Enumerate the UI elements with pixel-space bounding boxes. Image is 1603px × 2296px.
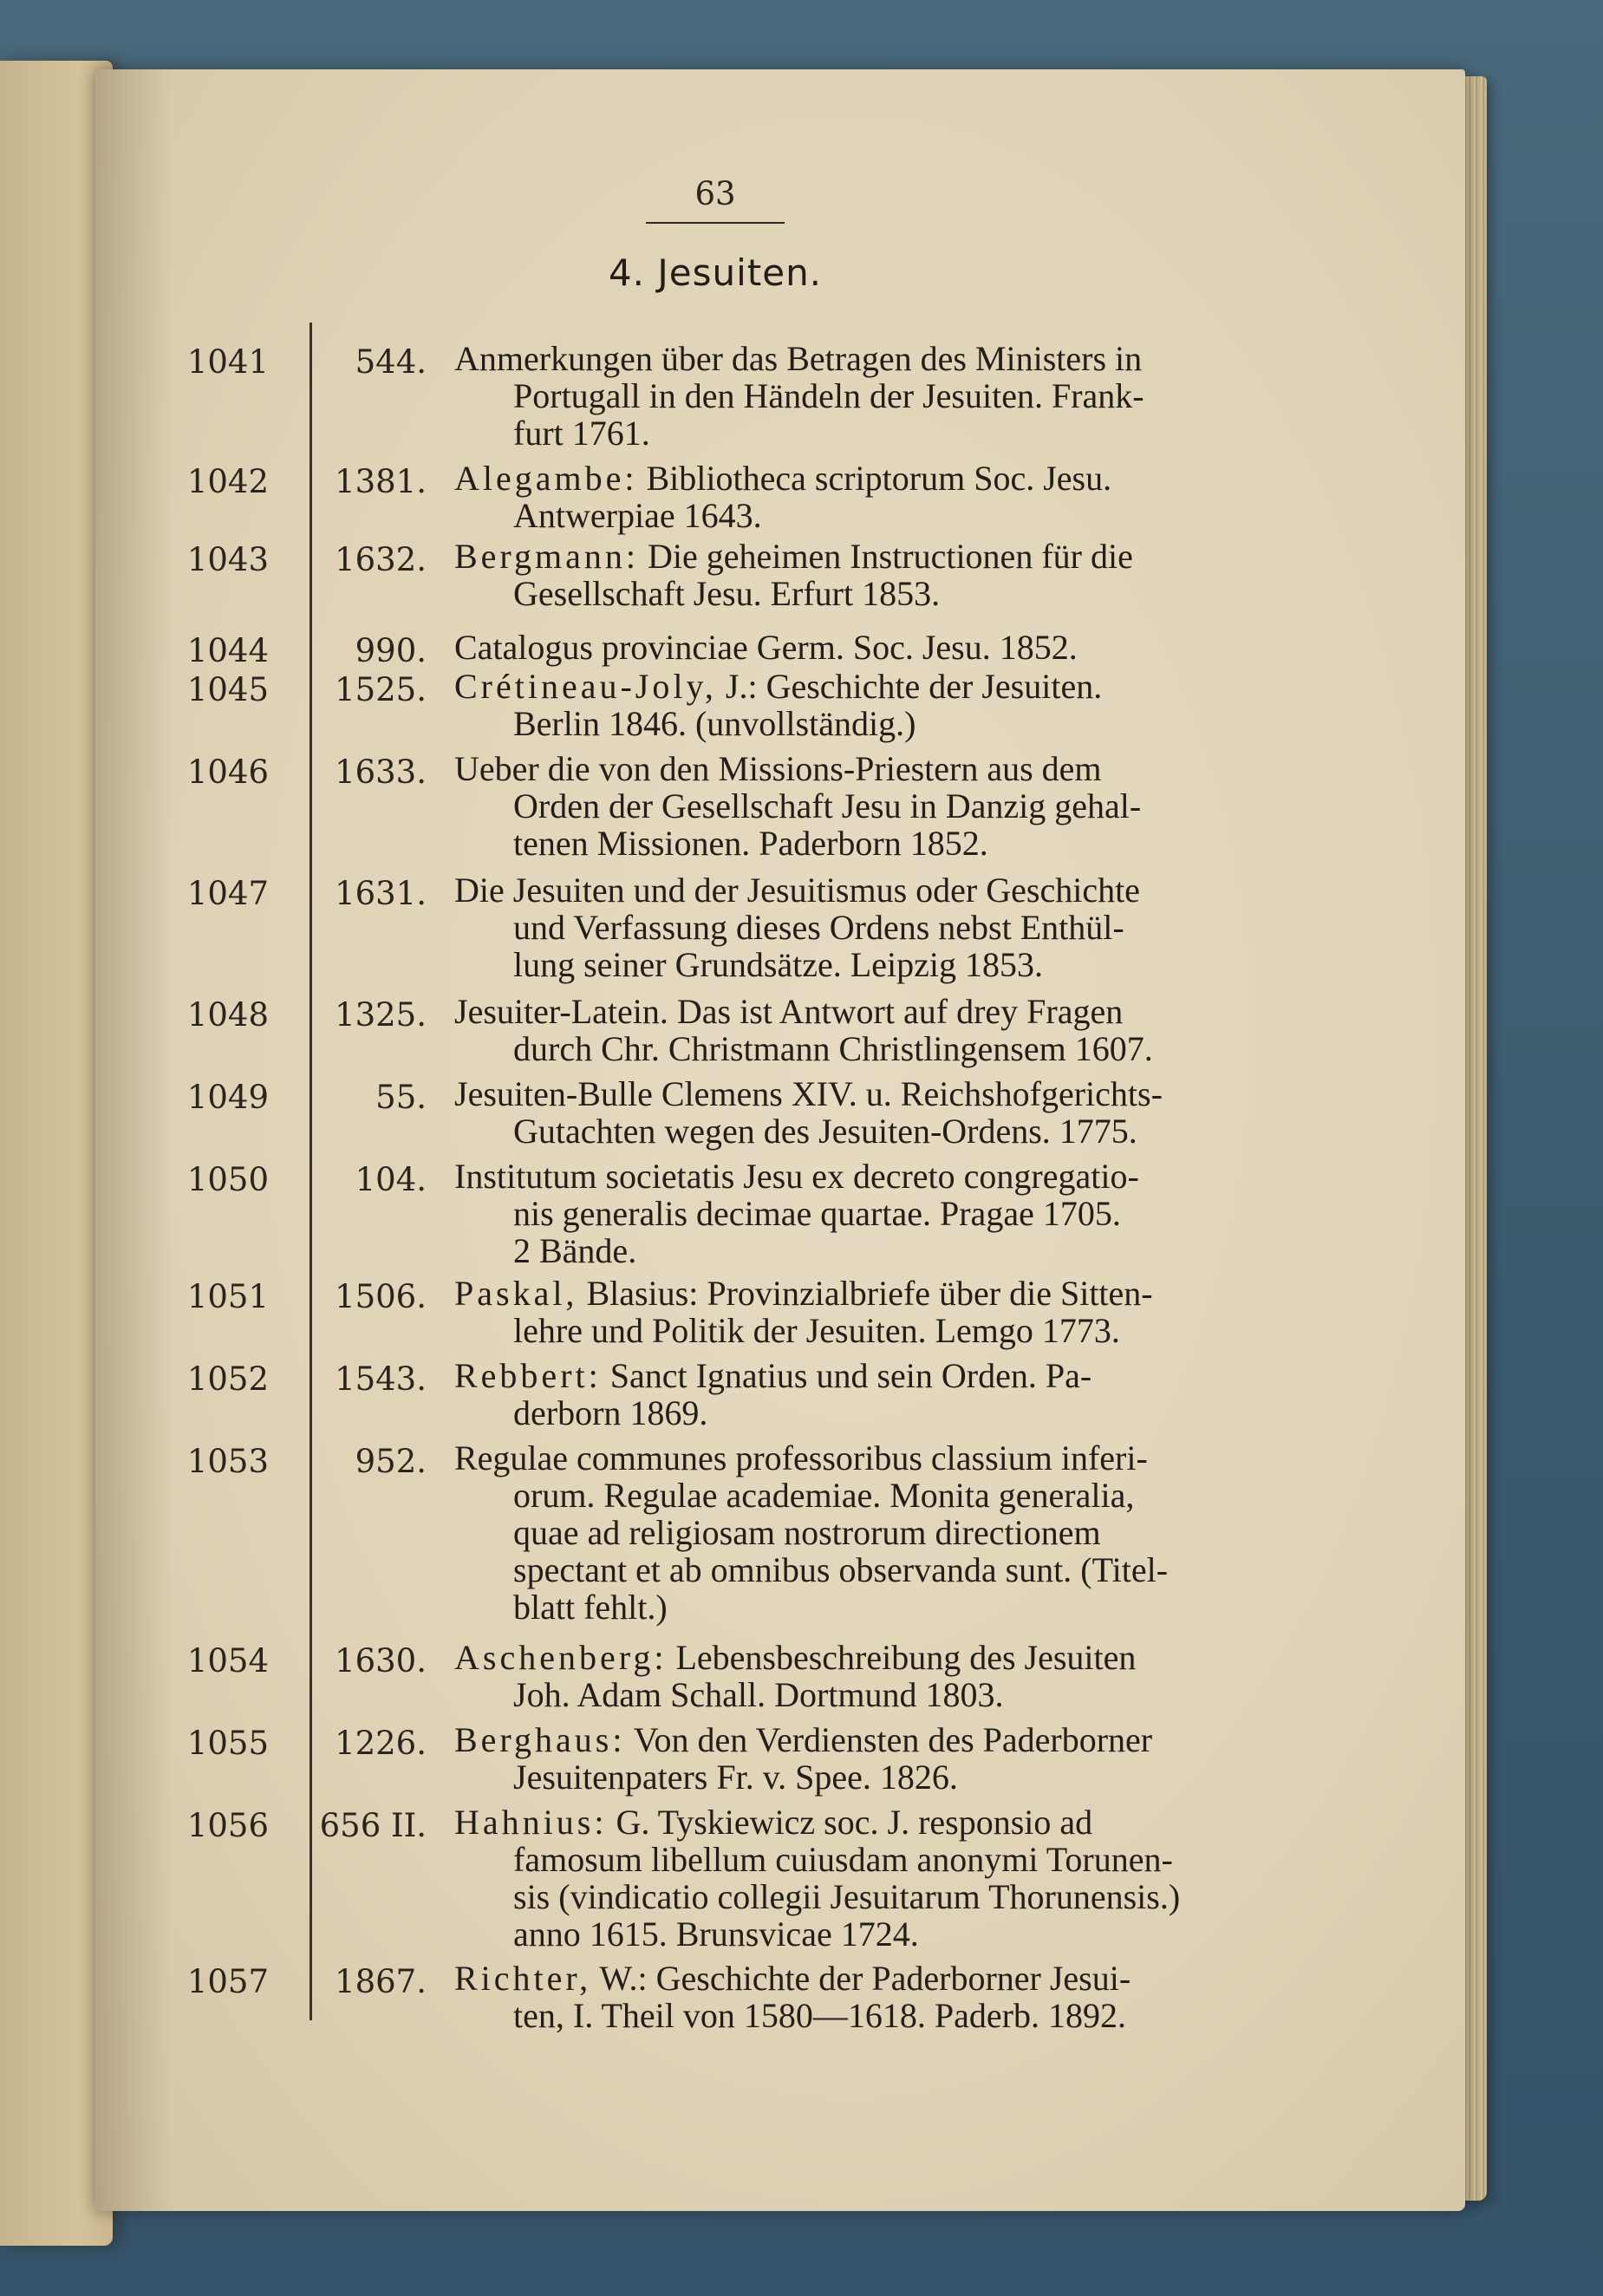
- reference-number: 1633.: [335, 753, 427, 791]
- entry-text: Die geheimen Instructionen für die: [639, 537, 1133, 576]
- entry-text: Blasius: Provinzialbriefe über die Sitten-: [577, 1274, 1153, 1313]
- page-number: 63: [694, 175, 736, 212]
- catalog-number: 1049: [186, 1079, 269, 1116]
- gutter-shadow: [95, 69, 173, 2211]
- catalog-number: 1047: [186, 875, 269, 912]
- entry-text-line: [454, 1357, 1091, 1394]
- reference-number: 104.: [355, 1161, 427, 1198]
- entry-text: derborn 1869.: [513, 1393, 708, 1432]
- section-title: 4. Jesuiten.: [608, 251, 823, 294]
- entry-text-line: [454, 668, 1102, 705]
- entry-text: quae ad religiosam nostrorum directionem: [513, 1513, 1101, 1552]
- entry-text-line: [454, 460, 1111, 497]
- entry-text: Gesellschaft Jesu. Erfurt 1853.: [513, 574, 941, 613]
- entry-text-line: [513, 1997, 1126, 2034]
- catalog-number: 1042: [186, 463, 269, 500]
- entry-text: furt 1761.: [513, 414, 650, 453]
- entry-text: Ueber die von den Missions-Priestern aus dem: [454, 749, 1102, 788]
- entry-text-line: [513, 1676, 1004, 1713]
- entry-text: lung seiner Grundsätze. Leipzig 1853.: [513, 945, 1043, 984]
- entry-text: und Verfassung dieses Ordens nebst Enthül-: [513, 908, 1124, 947]
- entry-text-line: [513, 825, 988, 862]
- entry-text: sis (vindicatio collegii Jesuitarum Thorunensis.): [513, 1877, 1181, 1916]
- entry-author: Hahnius:: [454, 1803, 608, 1842]
- entry-text-line: [513, 909, 1124, 946]
- entry-text-line: [513, 1758, 958, 1796]
- entry-author: Berghaus:: [454, 1720, 626, 1759]
- entry-text-line: [513, 1394, 707, 1432]
- entry-author: Alegambe:: [454, 459, 638, 498]
- entry-text: Joh. Adam Schall. Dortmund 1803.: [513, 1675, 1004, 1714]
- catalog-number: 1056: [186, 1807, 269, 1844]
- catalog-number: 1055: [186, 1725, 269, 1762]
- entry-text: Lebensbeschreibung des Jesuiten: [667, 1638, 1137, 1677]
- entry-text: blatt fehlt.): [513, 1588, 668, 1627]
- reference-number: 1325.: [335, 996, 427, 1034]
- entry-text: anno 1615. Brunsvicae 1724.: [513, 1914, 919, 1954]
- entry-text: Sanct Ignatius und sein Orden. Pa-: [601, 1356, 1092, 1395]
- entry-text-line: [513, 705, 916, 742]
- entry-author: Bergmann:: [454, 537, 640, 576]
- entry-text-line: [454, 1439, 1148, 1477]
- entry-author: Richter,: [454, 1959, 592, 1998]
- entry-text-line: [454, 1158, 1139, 1195]
- reference-number: 1226.: [335, 1725, 427, 1762]
- entry-text-line: [454, 1639, 1136, 1676]
- entry-text-line: [513, 1915, 919, 1953]
- reference-number: 1381.: [335, 463, 427, 500]
- entry-text: Regulae communes professoribus classium inferi-: [454, 1438, 1148, 1477]
- entry-text-line: [454, 1075, 1163, 1112]
- entry-text-line: [454, 1721, 1152, 1758]
- entry-text-line: [513, 497, 762, 534]
- entry-text: Jesuiten-Bulle Clemens XIV. u. Reichshofgerichts-: [454, 1074, 1163, 1113]
- entry-author: Crétineau-Joly,: [454, 667, 717, 706]
- entry-text: Orden der Gesellschaft Jesu in Danzig gehal-: [513, 786, 1142, 825]
- catalog-number: 1054: [186, 1642, 269, 1680]
- entry-text: J.: Geschichte der Jesuiten.: [716, 667, 1103, 706]
- catalog-number: 1052: [186, 1360, 269, 1398]
- entry-author: Paskal,: [454, 1274, 578, 1313]
- entry-text: Gutachten wegen des Jesuiten-Ordens. 1775.: [513, 1112, 1137, 1151]
- entry-text: spectant et ab omnibus observanda sunt. (Titel-: [513, 1550, 1169, 1589]
- catalog-number: 1050: [186, 1161, 269, 1198]
- reference-number: 544.: [355, 343, 427, 381]
- entry-author: Aschenberg:: [454, 1638, 668, 1677]
- reference-number: 990.: [355, 632, 427, 669]
- entry-text: Berlin 1846. (unvollständig.): [513, 704, 916, 743]
- entry-text: Portugall in den Händeln der Jesuiten. Frank-: [513, 376, 1144, 415]
- entry-text: Die Jesuiten und der Jesuitismus oder Geschichte: [454, 871, 1140, 910]
- reference-number: 1867.: [335, 1963, 427, 2000]
- catalog-number: 1051: [186, 1278, 269, 1315]
- reference-number: 1525.: [335, 671, 427, 708]
- entry-text: Catalogus provinciae Germ. Soc. Jesu. 1852.: [454, 628, 1078, 667]
- entry-text-line: [513, 1588, 668, 1626]
- entry-text: famosum libellum cuiusdam anonymi Torunen-: [513, 1840, 1173, 1879]
- entry-text-line: [454, 1960, 1131, 1997]
- entry-text-line: [513, 1841, 1173, 1878]
- catalog-number: 1048: [186, 996, 269, 1034]
- entry-text-line: [513, 787, 1141, 825]
- entry-text-line: [454, 1275, 1153, 1312]
- reference-number: 656 II.: [319, 1807, 427, 1844]
- entry-text-line: [454, 750, 1102, 787]
- entry-text: Antwerpiae 1643.: [513, 496, 762, 535]
- entry-text: Jesuiter-Latein. Das ist Antwort auf drey Fragen: [454, 992, 1124, 1031]
- catalog-number: 1043: [186, 541, 269, 578]
- entry-text-line: [513, 1195, 1121, 1232]
- entry-text-line: [513, 1477, 1134, 1514]
- catalog-number: 1046: [186, 753, 269, 791]
- entry-text-line: [513, 1878, 1180, 1915]
- entry-text: 2 Bände.: [513, 1231, 637, 1270]
- entry-text: durch Chr. Christmann Christlingensem 1607.: [513, 1029, 1153, 1068]
- entry-text-line: [454, 538, 1133, 575]
- entry-text-line: [513, 377, 1144, 414]
- entry-text-line: [513, 946, 1043, 983]
- entry-text-line: [454, 993, 1123, 1030]
- entry-text-line: [513, 414, 650, 452]
- entry-text-line: [513, 1551, 1168, 1588]
- entry-text-line: [513, 1312, 1120, 1349]
- catalog-number: 1057: [186, 1963, 269, 2000]
- reference-number: 1631.: [335, 875, 427, 912]
- catalog-number: 1045: [186, 671, 269, 708]
- entry-text: Jesuitenpaters Fr. v. Spee. 1826.: [513, 1758, 958, 1797]
- entry-text-line: [513, 575, 940, 612]
- entry-text: lehre und Politik der Jesuiten. Lemgo 1773.: [513, 1311, 1120, 1350]
- entry-text-line: [513, 1030, 1153, 1067]
- entry-text-line: [454, 340, 1142, 377]
- entry-text: ten, I. Theil von 1580—1618. Paderb. 1892.: [513, 1996, 1126, 2035]
- reference-number: 1506.: [335, 1278, 427, 1315]
- entry-text-line: [454, 1804, 1092, 1841]
- entry-text-line: [454, 871, 1140, 909]
- entry-text-line: [513, 1514, 1101, 1551]
- entry-text: Bibliotheca scriptorum Soc. Jesu.: [637, 459, 1112, 498]
- entry-text: nis generalis decimae quartae. Pragae 1705.: [513, 1194, 1121, 1233]
- reference-number: 1543.: [335, 1360, 427, 1398]
- entry-text: tenen Missionen. Paderborn 1852.: [513, 824, 988, 863]
- entry-text: G. Tyskiewicz soc. J. responsio ad: [607, 1803, 1093, 1842]
- entry-text: Institutum societatis Jesu ex decreto congregatio-: [454, 1157, 1139, 1196]
- page-number-underline: [646, 222, 785, 224]
- entry-text: Anmerkungen über das Betragen des Ministers in: [454, 339, 1143, 378]
- catalog-number: 1041: [186, 343, 269, 381]
- reference-number: 55.: [375, 1079, 427, 1116]
- entry-text-line: [513, 1232, 636, 1269]
- reference-number: 1630.: [335, 1642, 427, 1680]
- entry-text: Von den Verdiensten des Paderborner: [625, 1720, 1153, 1759]
- reference-number: 1632.: [335, 541, 427, 578]
- entry-text: W.: Geschichte der Paderborner Jesui-: [591, 1959, 1131, 1998]
- catalog-number: 1044: [186, 632, 269, 669]
- entry-text-line: [513, 1112, 1137, 1150]
- entry-author: Rebbert:: [454, 1356, 602, 1395]
- catalog-number: 1053: [186, 1443, 269, 1480]
- reference-number: 952.: [355, 1443, 427, 1480]
- entry-text-line: [454, 629, 1078, 666]
- entry-text: orum. Regulae academiae. Monita generalia,: [513, 1476, 1135, 1515]
